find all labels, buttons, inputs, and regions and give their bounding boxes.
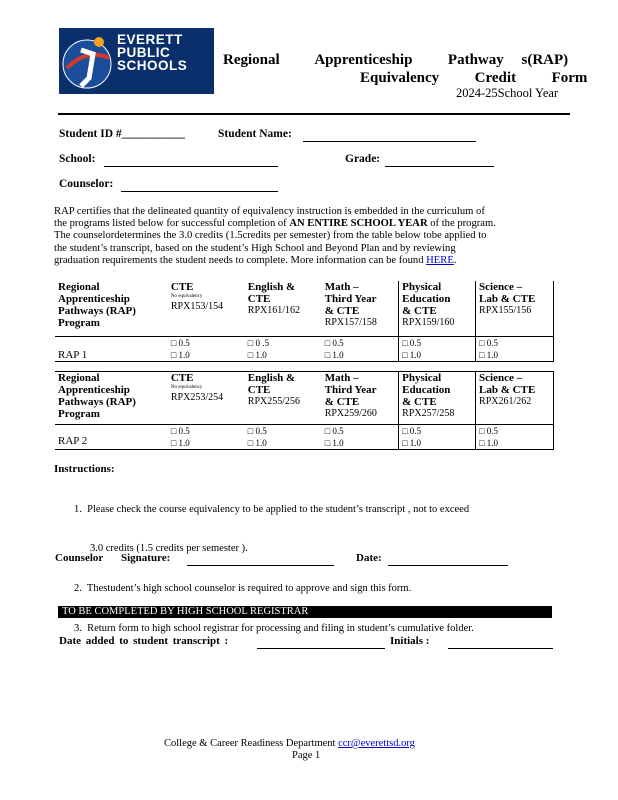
rap1-options-english[interactable]: □ 0 .5 □ 1.0 <box>247 337 269 360</box>
instruction-1: 1. Please check the course equivalency to be applied to the student’s transcript , not to exceed <box>74 503 470 515</box>
rap1-row-label: RAP 1 <box>58 348 88 361</box>
instruction-1-cont: 3.0 credits (1.5 credits per semester ). <box>90 543 248 555</box>
grade-label: Grade: <box>345 153 381 165</box>
rap1-options-cte[interactable]: □ 0.5 □ 1.0 <box>170 337 190 360</box>
registrar-banner: TO BE COMPLETED BY HIGH SCHOOL REGISTRAR <box>58 606 552 618</box>
rap2-table <box>55 371 554 450</box>
sig-date-label: Date: <box>356 552 382 564</box>
rap2-row-label: RAP 2 <box>58 435 88 447</box>
rap2-program-header: Regional Apprenticeship Pathways (RAP) Program <box>58 372 136 420</box>
sig-signature-label: Signature: <box>121 552 171 564</box>
student-id-label: Student ID #___________ <box>59 128 185 140</box>
counselor-field[interactable] <box>121 178 278 192</box>
district-logo <box>59 28 214 94</box>
date-added-field[interactable] <box>257 635 385 649</box>
intro-line4: the student’s transcript, based on the student’s High School and Beyond Plan and by reviewing <box>54 242 456 254</box>
rap1-options-math[interactable]: □ 0.5 □ 1.0 <box>324 337 344 360</box>
instructions-heading: Instructions: <box>54 463 115 475</box>
school-label: School: <box>59 153 96 165</box>
logo-line3: SCHOOLS <box>117 58 188 73</box>
rap1-options-science[interactable]: □ 0.5 □ 1.0 <box>476 336 554 361</box>
signature-date-field[interactable] <box>388 552 508 566</box>
footer-dept: College & Career Readiness Department ccr@everettsd.org <box>164 738 415 749</box>
student-name-field[interactable] <box>303 128 476 142</box>
instruction-2: 2. Thestudent’s high school counselor is required to approve and sign this form. <box>74 583 412 595</box>
school-field[interactable] <box>104 153 278 167</box>
signature-field[interactable] <box>187 552 334 566</box>
rap1-col-science: Science – Lab & CTE RPX155/156 <box>476 281 554 336</box>
intro-line1: RAP certifies that the delineated quantity of equivalency instruction is embedded in the curriculum of <box>54 206 485 217</box>
footer-email-link[interactable]: ccr@everettsd.org <box>338 738 415 749</box>
rap2-col-science: Science – Lab & CTE RPX261/262 <box>476 372 554 425</box>
student-name-label: Student Name: <box>218 128 292 140</box>
here-link[interactable]: HERE <box>426 254 454 266</box>
rap1-col-english: English & CTE RPX161/162 <box>247 281 301 316</box>
rap1-program-header: Regional Apprenticeship Pathways (RAP) Program <box>58 281 136 329</box>
page-number: Page 1 <box>292 750 321 761</box>
rap1-col-cte: CTE No equivalency RPX153/154 <box>170 281 224 312</box>
logo-line2: PUBLIC <box>117 45 171 60</box>
form-title-line2: Equivalency Credit Form <box>360 70 588 86</box>
initials-label: Initials : <box>390 635 430 647</box>
logo-line1: EVERETT <box>117 32 183 47</box>
rap2-col-cte: CTE No equivalency RPX253/254 <box>170 372 224 403</box>
intro-line2: the programs listed below for successful completion of AN ENTIRE SCHOOL YEAR of the program. <box>54 218 496 230</box>
rap2-col-math: Math – Third Year & CTE RPX259/260 <box>324 372 377 419</box>
rap2-options-pe[interactable]: □ 0.5 □ 1.0 <box>399 425 476 450</box>
initials-field[interactable] <box>448 635 553 649</box>
rap1-table <box>55 281 554 362</box>
rap2-options-english[interactable]: □ 0.5 □ 1.0 <box>247 426 267 448</box>
rap2-col-english: English & CTE RPX255/256 <box>247 372 301 407</box>
intro-paragraph <box>54 206 564 267</box>
grade-field[interactable] <box>385 153 494 167</box>
logo-figure-icon <box>59 28 119 94</box>
rap1-col-pe: Physical Education & CTE RPX159/160 <box>399 281 476 336</box>
form-title-line1: Regional Apprenticeship Pathway s(RAP) <box>223 52 569 68</box>
rap2-col-pe: Physical Education & CTE RPX257/258 <box>399 372 476 425</box>
header-divider <box>58 113 570 115</box>
rap1-options-pe[interactable]: □ 0.5 □ 1.0 <box>399 336 476 361</box>
counselor-label: Counselor: <box>59 178 114 190</box>
rap2-options-cte[interactable]: □ 0.5 □ 1.0 <box>170 426 190 448</box>
instruction-3: 3. Return form to high school registrar for processing and filing in student’s cumulative folder. <box>74 623 474 635</box>
intro-line5: graduation requirements the student needs to complete. More information can be found HERE. <box>54 254 457 266</box>
school-year: 2024-25School Year <box>456 86 559 100</box>
rap2-options-math[interactable]: □ 0.5 □ 1.0 <box>324 426 344 448</box>
date-added-label: Date added to student transcript : <box>59 635 229 647</box>
rap2-options-science[interactable]: □ 0.5 □ 1.0 <box>476 425 554 450</box>
sig-counselor-label: Counselor <box>55 552 104 564</box>
intro-line3: The counselordetermines the 3.0 credits (1.5credits per semester) from the table below tobe applied to <box>54 230 487 242</box>
rap1-col-math: Math – Third Year & CTE RPX157/158 <box>324 281 377 328</box>
